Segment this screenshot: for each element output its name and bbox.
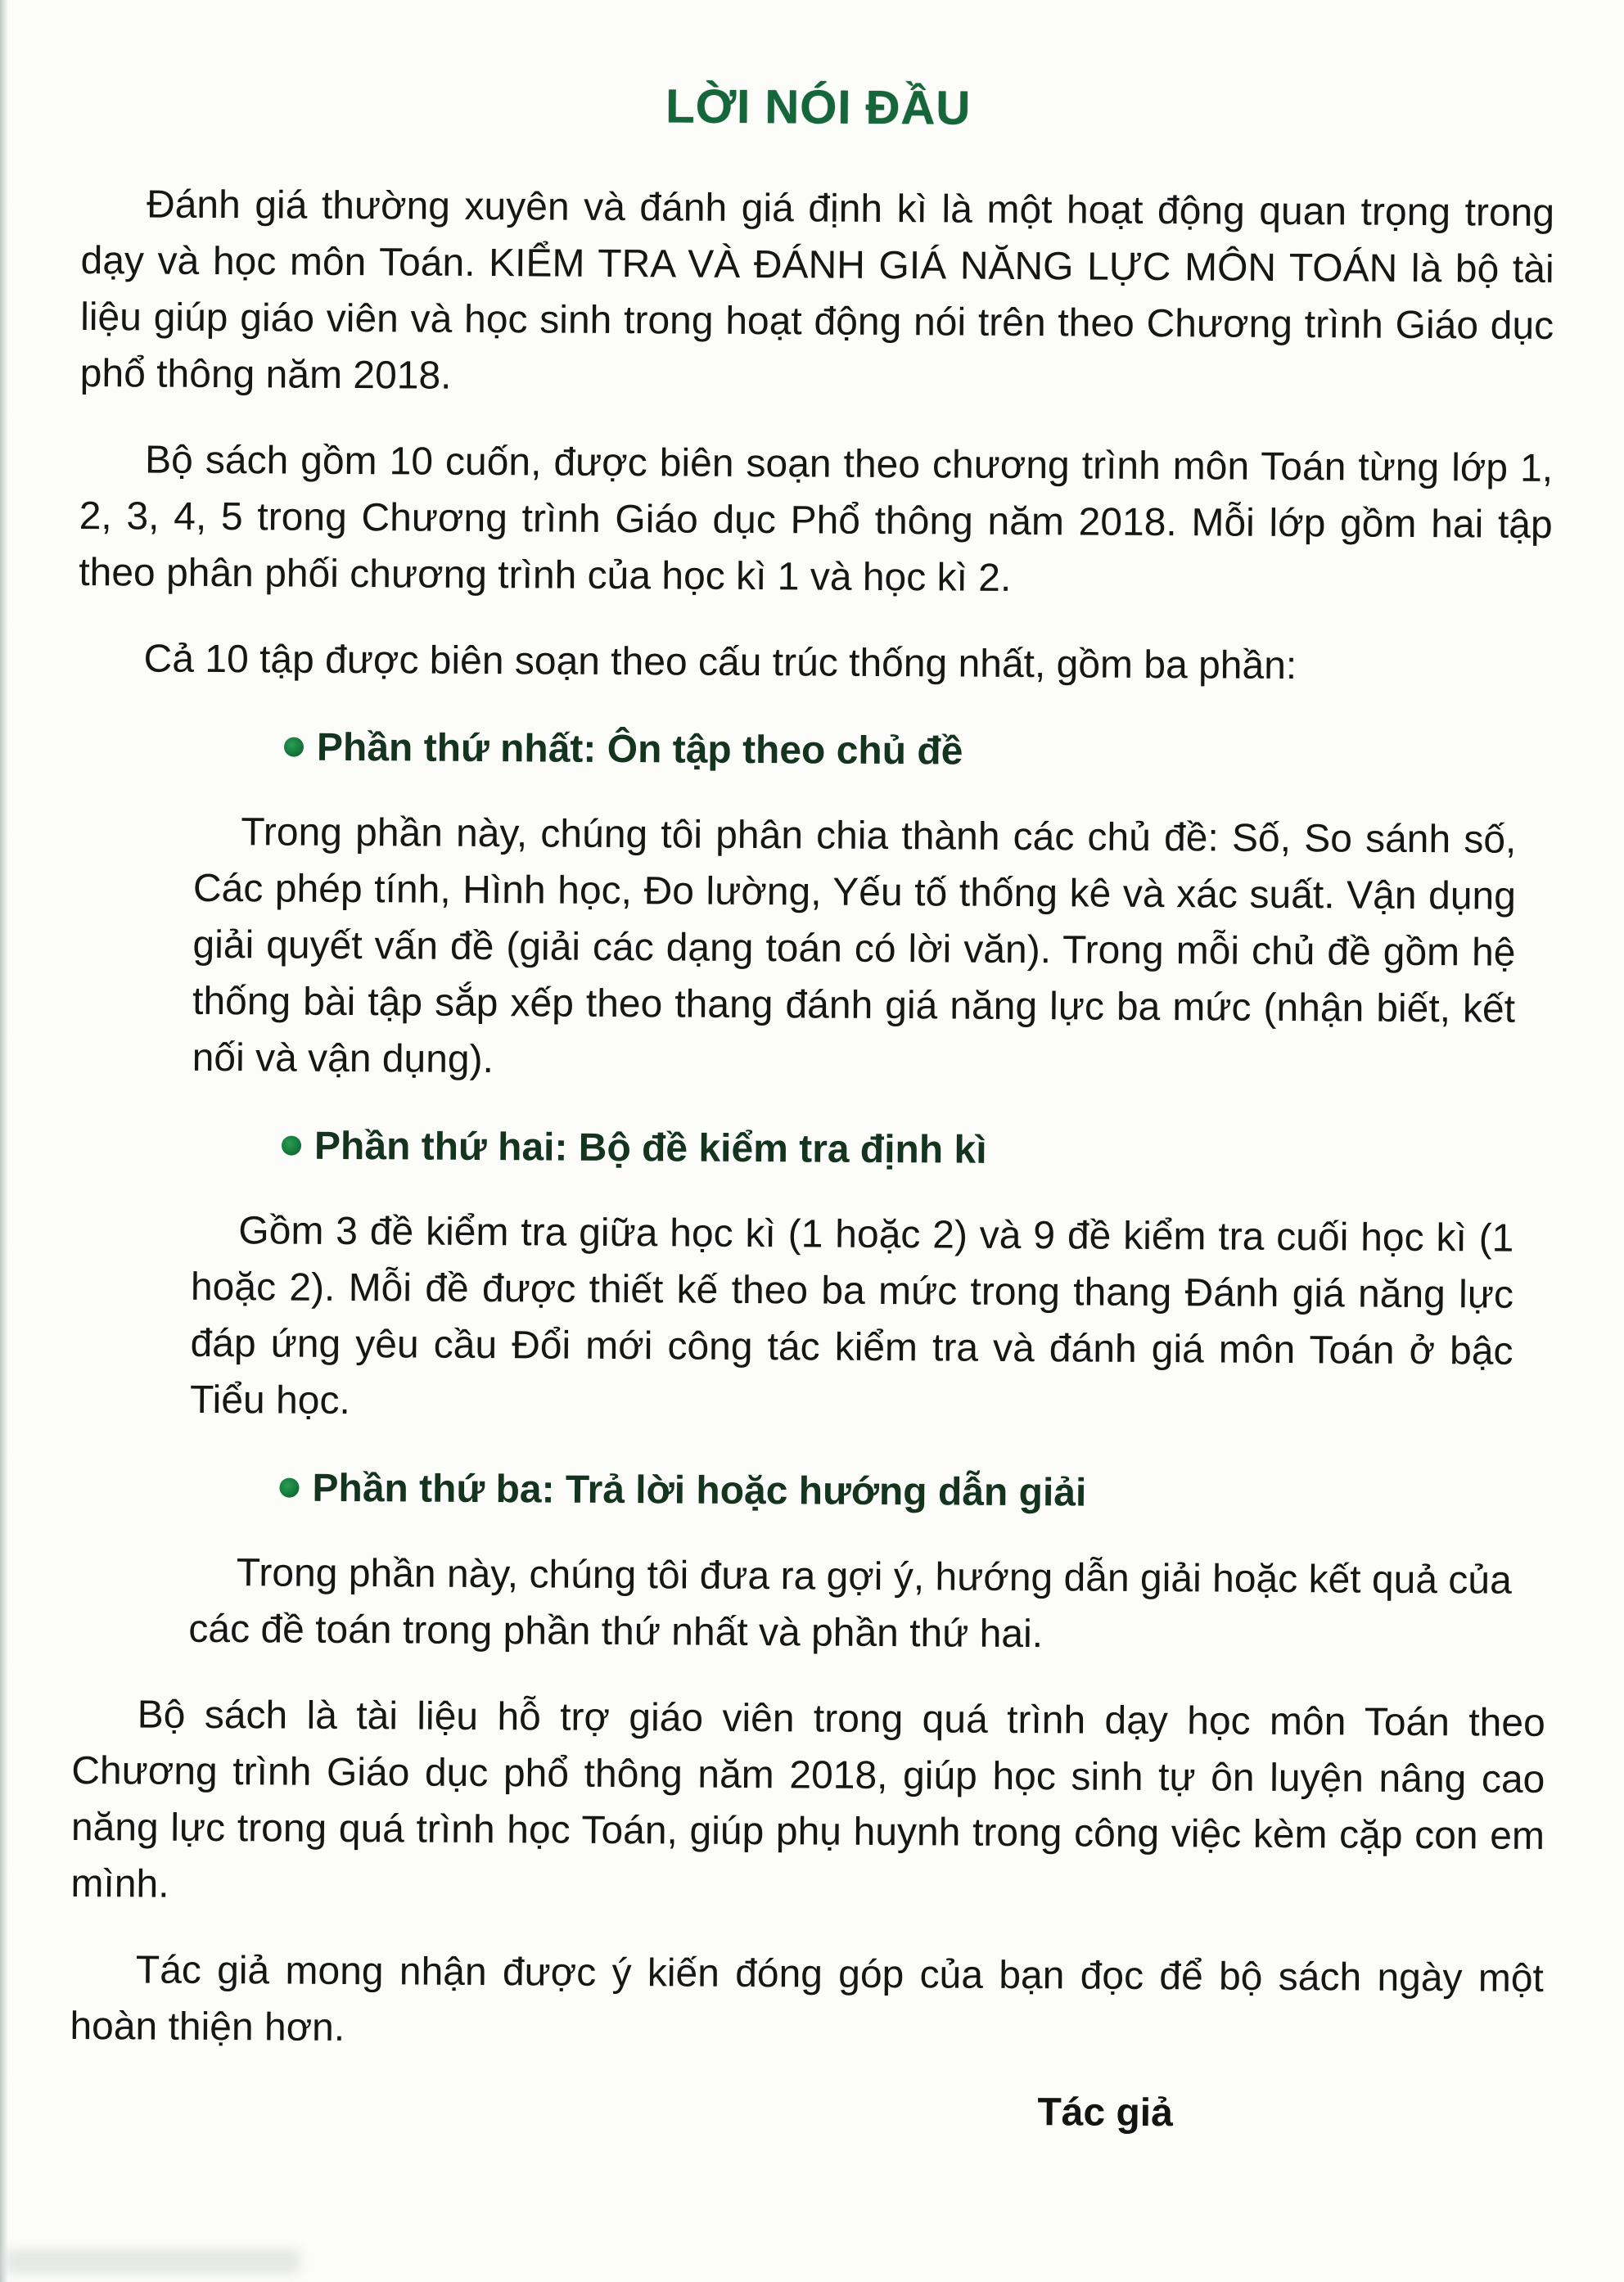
section-1-body: Trong phần này, chúng tôi phân chia thành các chủ đề: Số, So sánh số, Các phép tính, Hình học, Đo lường, Yếu tố thống kê và xác suất. Vận dụng giải quyết vấn đề (giải các dạng toán có lời văn). Trong mỗi chủ đề gồm hệ thống bài tập sắp xếp theo thang đánh giá năng lực ba mức (nhận biết, kết nối và vận dụng). (192, 810, 1517, 1082)
preface-page (70, 75, 1555, 2138)
section-1-heading-label: Phần thứ nhất: Ôn tập theo chủ đề (316, 725, 963, 773)
author-signature: Tác giả (1037, 2090, 1173, 2135)
intro-paragraph-2: Bộ sách gồm 10 cuốn, được biên soạn theo chương trình môn Toán từng lớp 1, 2, 3, 4, 5 trong Chương trình Giáo dục Phổ thông năm 2018. Mỗi lớp gồm hai tập theo phân phối chương trình của học kì 1 và học kì 2. (79, 438, 1554, 600)
intro-paragraph-1: Đánh giá thường xuyên và đánh giá định kì là một hoạt động quan trọng trong dạy và học môn Toán. KIỂM TRA VÀ ĐÁNH GIÁ NĂNG LỰC MÔN TOÁN là bộ tài liệu giúp giáo viên và học sinh trong hoạt động nói trên theo Chương trình Giáo dục phổ thông năm 2018. (79, 183, 1555, 398)
section-2-body: Gồm 3 đề kiểm tra giữa học kì (1 hoặc 2) và 9 đề kiểm tra cuối học kì (1 hoặc 2). Mỗi đề được thiết kế theo ba mức trong thang Đánh giá năng lực đáp ứng yêu cầu Đổi mới công tác kiểm tra và đánh giá môn Toán ở bậc Tiểu học. (189, 1209, 1514, 1423)
section-part-one (75, 721, 1551, 1094)
bullet-icon (279, 1478, 299, 1498)
scanned-page-left-edge-artifact (0, 0, 8, 2282)
section-part-two (74, 1120, 1549, 1436)
section-part-three (72, 1462, 1546, 1666)
section-3-heading-label: Phần thứ ba: Trả lời hoặc hướng dẫn giải (312, 1466, 1087, 1515)
section-1-heading (284, 723, 1551, 781)
bullet-icon (284, 737, 304, 757)
page-title: LỜI NÓI ĐẦU (665, 79, 972, 135)
outro-paragraph-2: Tác giả mong nhận được ý kiến đóng góp của bạn đọc để bộ sách ngày một hoàn thiện hơn. (70, 1948, 1544, 2050)
scan-smudge-artifact (5, 2249, 300, 2274)
section-3-heading (279, 1463, 1546, 1522)
section-3-body: Trong phần này, chúng tôi đưa ra gợi ý, hướng dẫn giải hoặc kết quả của các đề toán trong phần thứ nhất và phần thứ hai. (188, 1551, 1512, 1657)
section-2-heading (282, 1121, 1549, 1179)
bullet-icon (282, 1136, 301, 1156)
section-2-heading-label: Phần thứ hai: Bộ đề kiểm tra định kì (314, 1124, 987, 1172)
outro-paragraph-1: Bộ sách là tài liệu hỗ trợ giáo viên trong quá trình dạy học môn Toán theo Chương trình Giáo dục phổ thông năm 2018, giúp học sinh tự ôn luyện nâng cao năng lực trong quá trình học Toán, giúp phụ huynh trong công việc kèm cặp con em mình. (70, 1693, 1545, 1906)
intro-paragraph-3: Cả 10 tập được biên soạn theo cấu trúc thống nhất, gồm ba phần: (143, 637, 1297, 688)
